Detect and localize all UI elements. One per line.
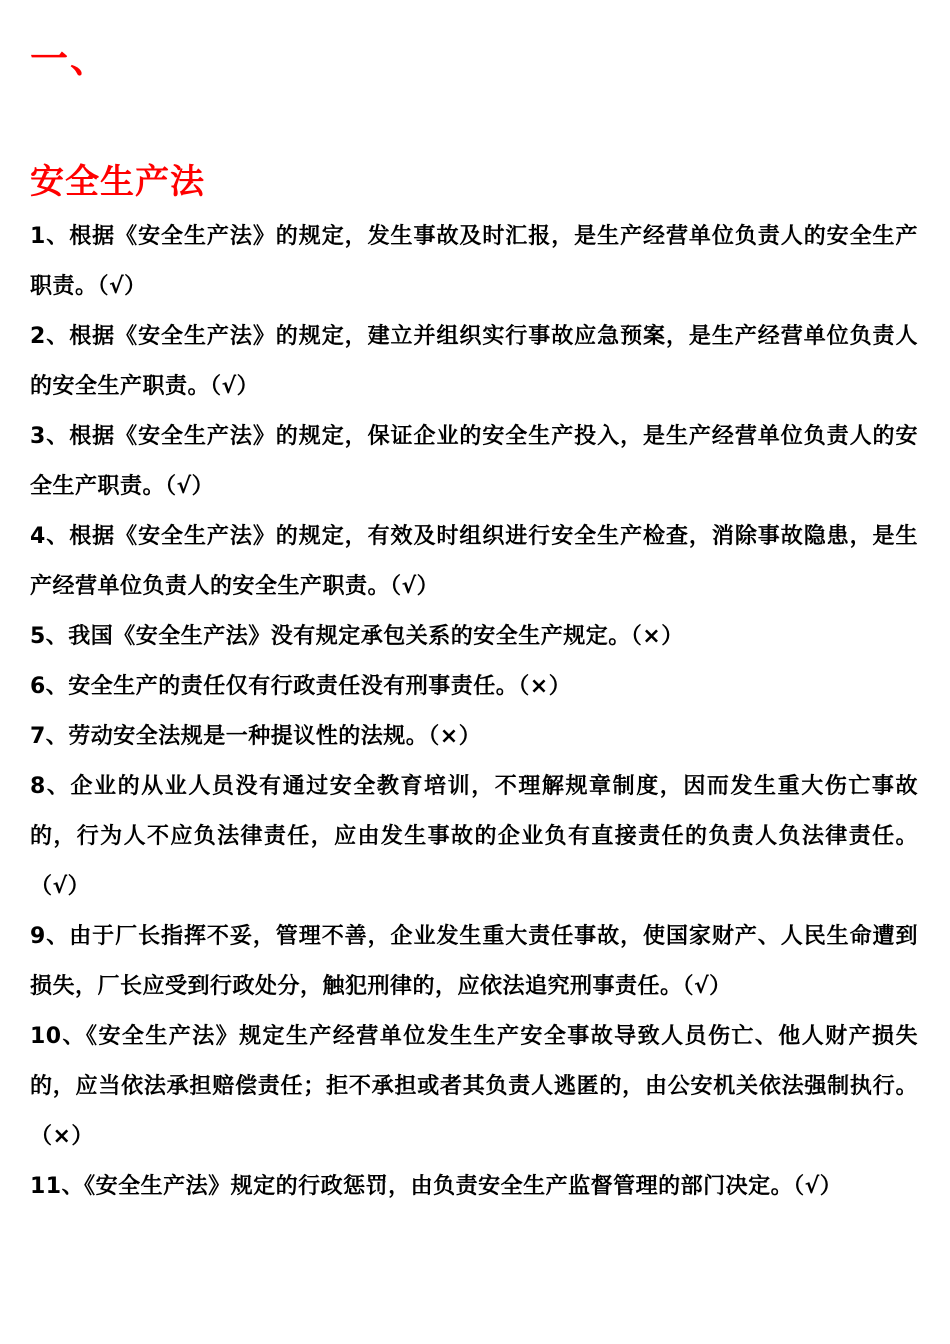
question-item: 1、根据《安全生产法》的规定，发生事故及时汇报，是生产经营单位负责人的安全生产职责。（√）	[30, 224, 918, 299]
question-item: 4、根据《安全生产法》的规定，有效及时组织进行安全生产检查，消除事故隐患，是生产经营单位负责人的安全生产职责。（√）	[30, 524, 918, 599]
question-item: 3、根据《安全生产法》的规定，保证企业的安全生产投入，是生产经营单位负责人的安全生产职责。（√）	[30, 424, 918, 499]
question-item: 6、安全生产的责任仅有行政责任没有刑事责任。（×）	[30, 674, 572, 699]
question-item: 9、由于厂长指挥不妥，管理不善，企业发生重大责任事故，使国家财产、人民生命遭到损失，厂长应受到行政处分，触犯刑律的，应依法追究刑事责任。（√）	[30, 924, 918, 999]
question-item: 10、《安全生产法》规定生产经营单位发生生产安全事故导致人员伤亡、他人财产损失的，应当依法承担赔偿责任；拒不承担或者其负责人逃匿的，由公安机关依法强制执行。（×）	[30, 1024, 918, 1149]
question-item: 11、《安全生产法》规定的行政惩罚，由负责安全生产监督管理的部门决定。（√）	[30, 1174, 843, 1199]
question-item: 2、根据《安全生产法》的规定，建立并组织实行事故应急预案，是生产经营单位负责人的安全生产职责。（√）	[30, 324, 918, 399]
question-item: 7、劳动安全法规是一种提议性的法规。（×）	[30, 724, 482, 749]
section-title: 安全生产法	[30, 162, 205, 202]
question-item: 5、我国《安全生产法》没有规定承包关系的安全生产规定。（×）	[30, 624, 684, 649]
question-list	[30, 212, 918, 1212]
question-item: 8、企业的从业人员没有通过安全教育培训，不理解规章制度，因而发生重大伤亡事故的，行为人不应负法律责任，应由发生事故的企业负有直接责任的负责人负法律责任。（√）	[30, 774, 918, 899]
section-number: 一、	[30, 37, 111, 81]
